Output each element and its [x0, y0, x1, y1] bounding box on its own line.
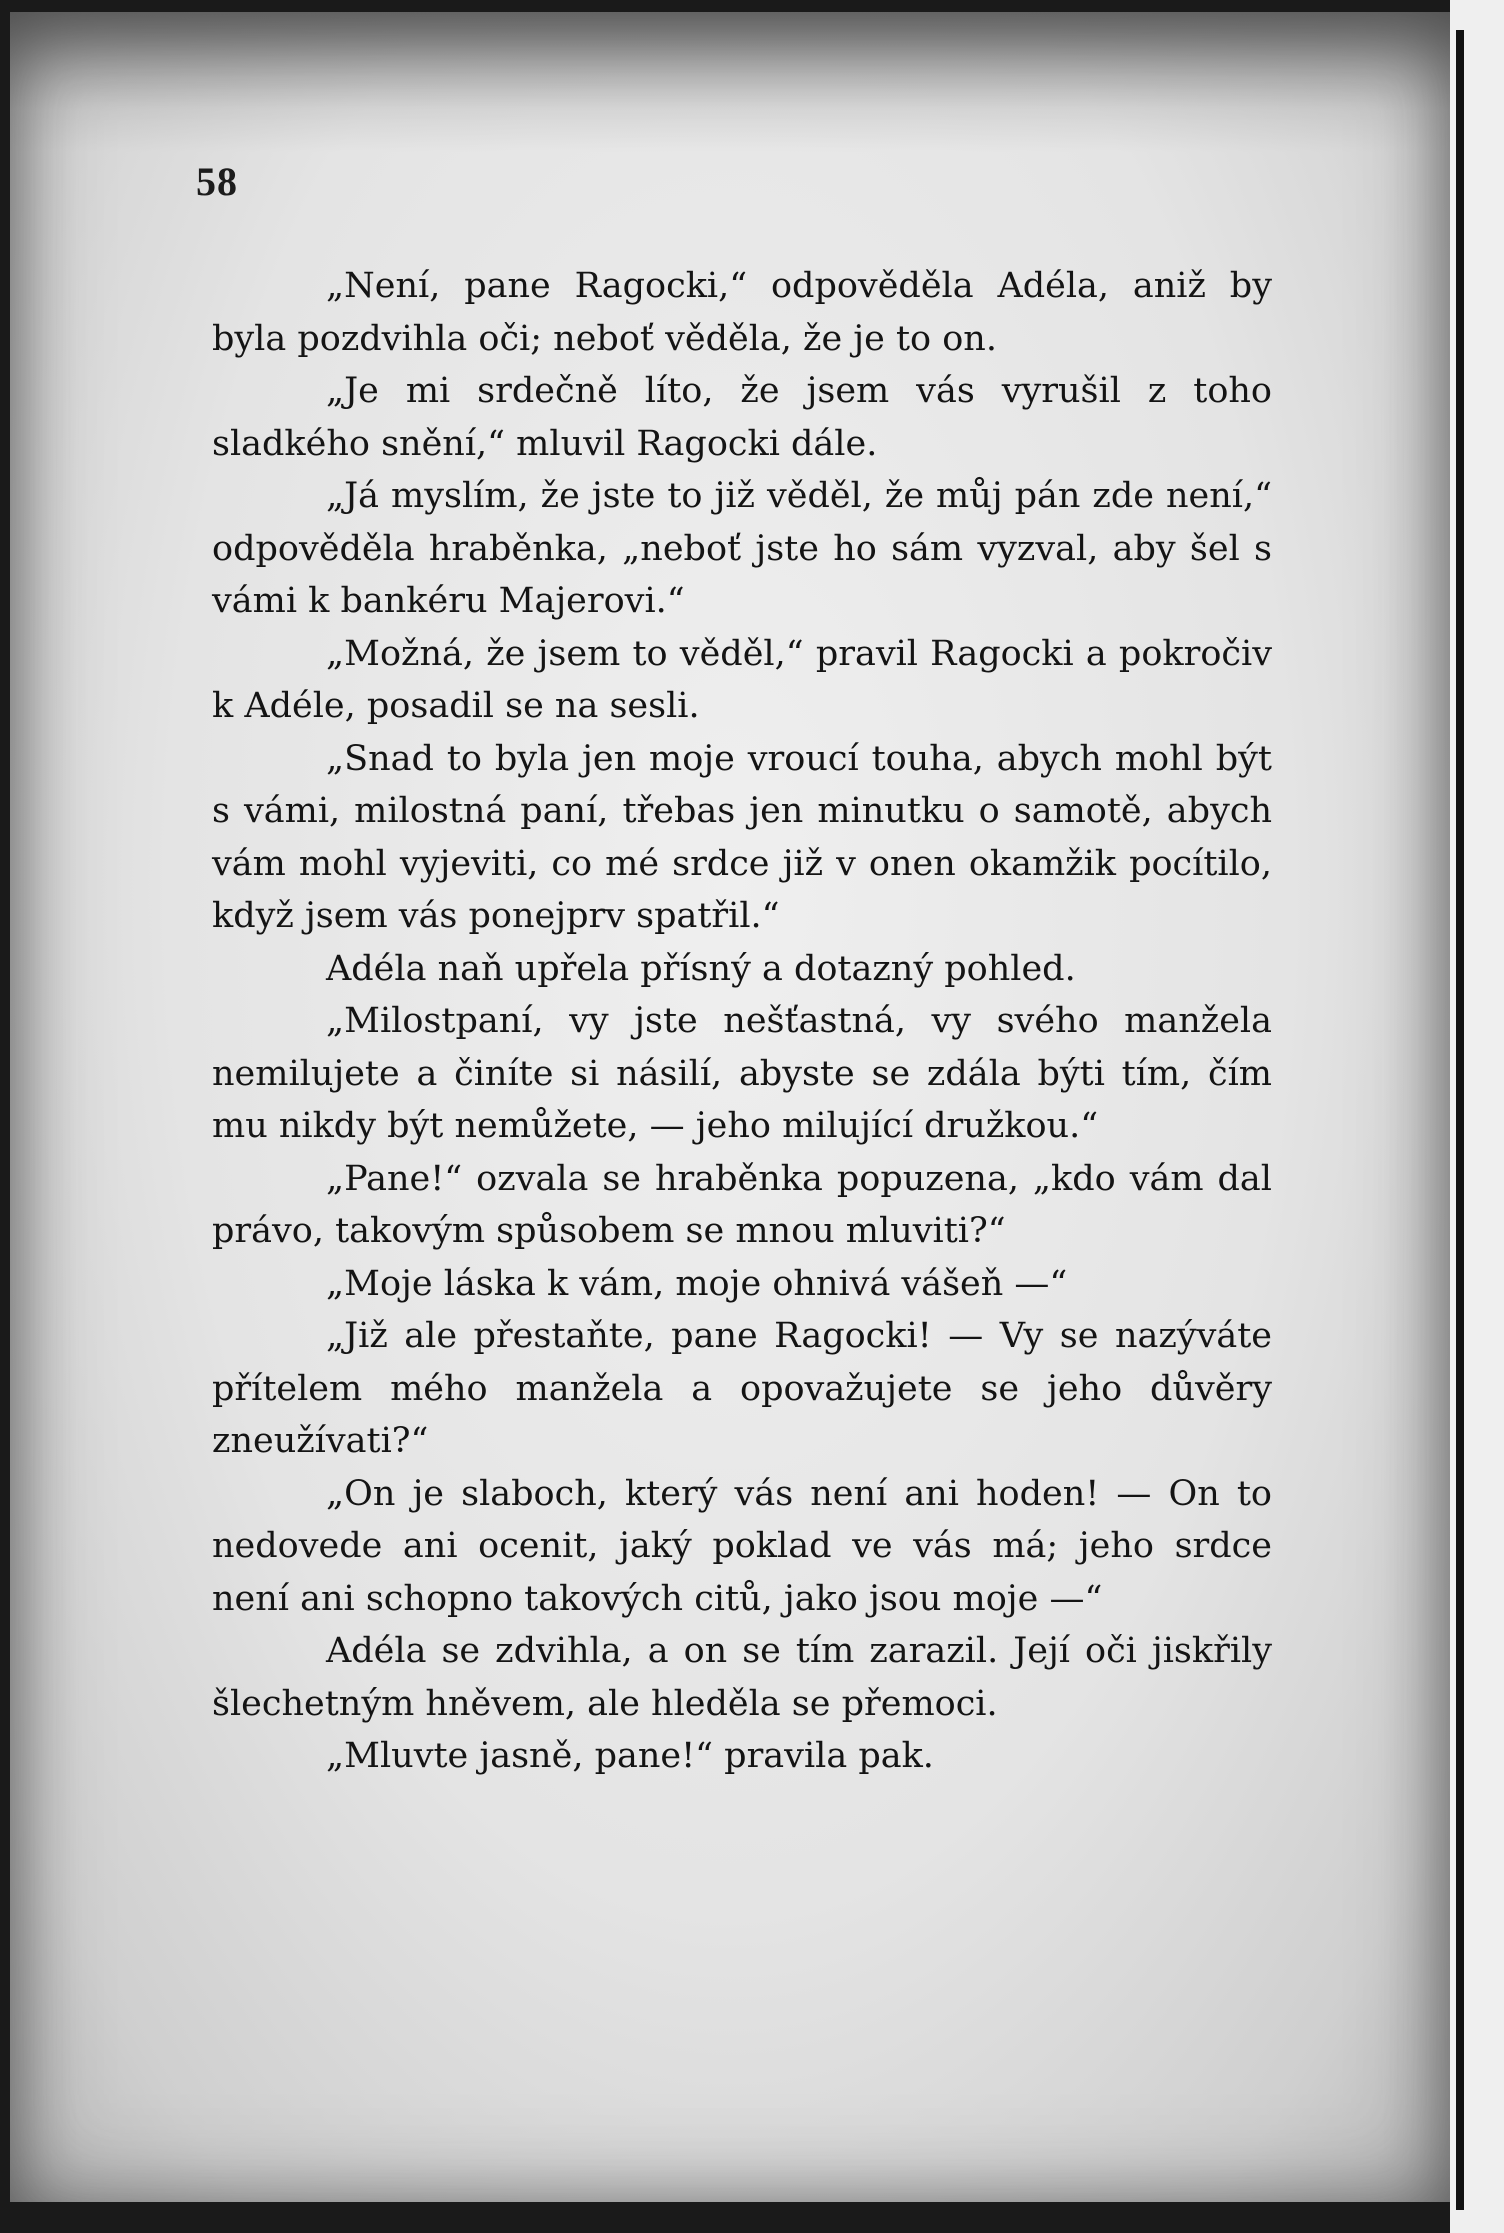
paragraph: „Snad to byla jen moje vroucí touha, abych mohl být s vámi, milostná paní, třebas jen minutku o samotě, abych vám mohl vyjeviti, co mé srdce již v onen okamžik pocítilo, když jsem vás ponejprv spatřil.“ [212, 738, 1272, 936]
body-text [212, 260, 1272, 1783]
binding-edge [1450, 0, 1504, 2233]
paragraph: Adéla se zdvihla, a on se tím zarazil. Její oči jiskřily šlechetným hněvem, ale hleděla se přemoci. [212, 1631, 1272, 1724]
paragraph: „Já myslím, že jste to již věděl, že můj pán zde není,“ odpověděla hraběnka, „neboť jste ho sám vyzval, aby šel s vámi k bankéru Majerovi.“ [212, 476, 1272, 621]
page-stain [10, 12, 1450, 152]
paragraph: „Možná, že jsem to věděl,“ pravil Ragocki a pokročiv k Adéle, posadil se na sesli. [212, 633, 1272, 726]
paragraph: „Je mi srdečně líto, že jsem vás vyrušil z toho sladkého snění,“ mluvil Ragocki dále. [212, 371, 1272, 464]
binding-rule [1456, 30, 1464, 2210]
paragraph: „Milostpaní, vy jste nešťastná, vy svého manžela nemilujete a činíte si násilí, abyste se zdála býti tím, čím mu nikdy být nemůžete, — jeho milující družkou.“ [212, 1001, 1272, 1146]
paragraph: Adéla naň upřela přísný a dotazný pohled. [326, 948, 1076, 989]
paragraph: „Pane!“ ozvala se hraběnka popuzena, „kdo vám dal právo, takovým spůsobem se mnou mluviti?“ [212, 1158, 1272, 1251]
paragraph: „Moje láska k vám, moje ohnivá vášeň —“ [326, 1263, 1068, 1304]
page-number: 58 [196, 159, 238, 204]
paragraph: „Není, pane Ragocki,“ odpověděla Adéla, aniž by byla pozdvihla oči; neboť věděla, že je to on. [212, 266, 1272, 359]
paragraph: „Již ale přestaňte, pane Ragocki! — Vy se nazýváte přítelem mého manžela a opovažujete se jeho důvěry zneužívati?“ [212, 1316, 1272, 1461]
paragraph: „On je slaboch, který vás není ani hoden! — On to nedovede ani ocenit, jaký poklad ve vás má; jeho srdce není ani schopno takových citů, jako jsou moje —“ [212, 1473, 1272, 1619]
paragraph: „Mluvte jasně, pane!“ pravila pak. [326, 1736, 934, 1776]
